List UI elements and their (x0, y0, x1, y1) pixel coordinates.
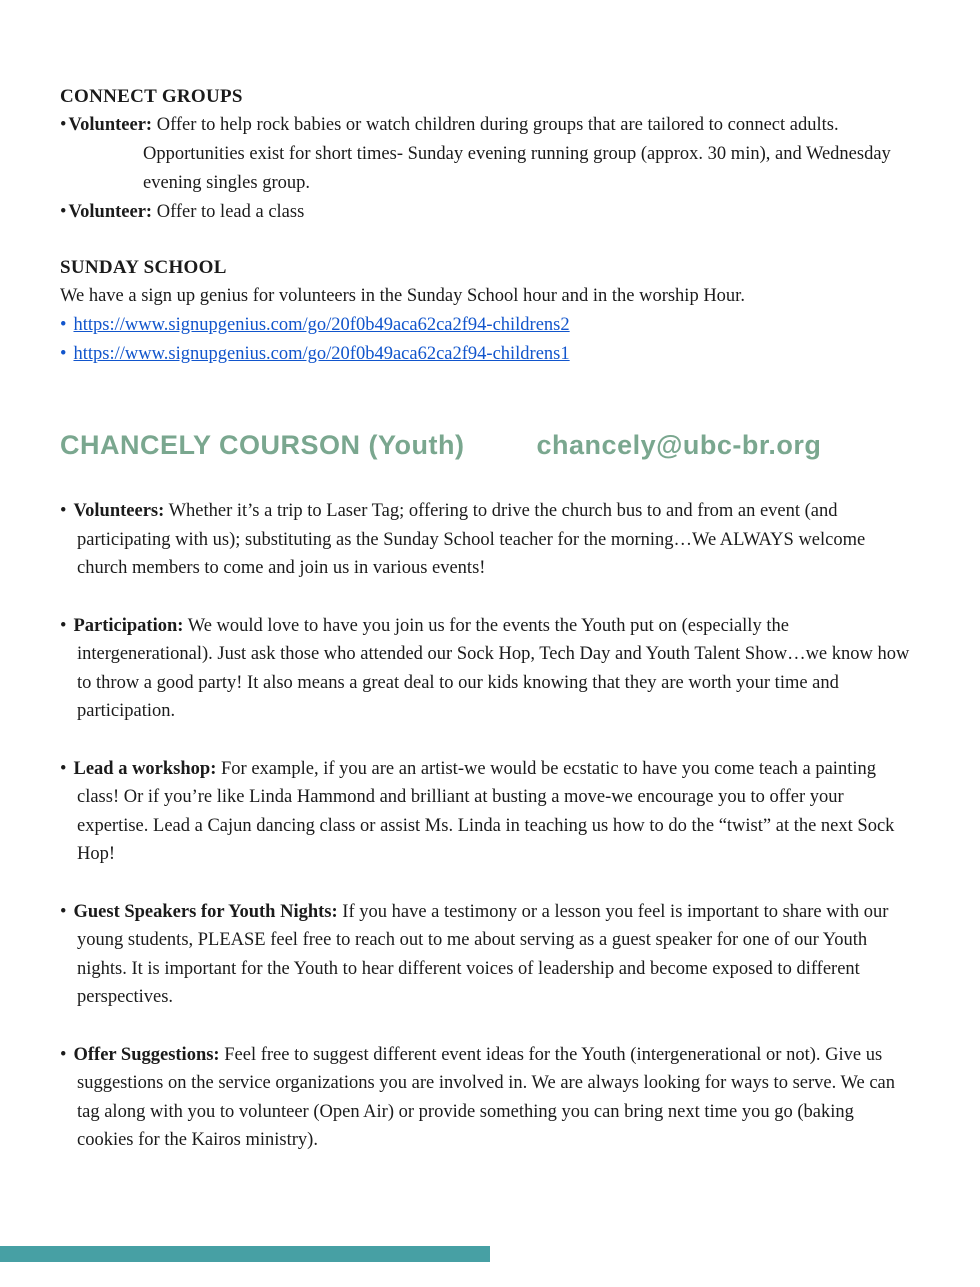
connect-groups-list (60, 111, 914, 227)
sunday-school-intro: We have a sign up genius for volunteers in the Sunday School hour and in the worship Hour. (60, 286, 745, 306)
bullet-label: Volunteer: (68, 202, 153, 222)
youth-bullet (60, 1041, 914, 1155)
bullet-marker: • (60, 1044, 67, 1065)
youth-bullet (60, 612, 914, 726)
bullet-marker: • (60, 758, 67, 779)
bullet-label: Volunteers: (73, 501, 165, 521)
bullet-text: We would love to have you join us for the events the Youth put on (especially the intergenerational). Just ask those who attended our Sock Hop, Tech Day and Youth Talent Show…we know how to throw a good party! It also means a great deal to our kids knowing that they are worth your time and participation. (77, 615, 910, 721)
youth-bullet (60, 497, 914, 583)
bullet-marker: • (60, 344, 67, 364)
youth-bullet (60, 755, 914, 869)
connect-groups-heading: CONNECT GROUPS (60, 86, 243, 107)
bullet-text: Whether it’s a trip to Laser Tag; offering to drive the church bus to and from an event (and participating with us); substituting as the Sunday School teacher for the morning…We ALWAYS welcome church members to come and join us in various events! (77, 501, 866, 578)
bullet-text: If you have a testimony or a lesson you feel is important to share with our young students, PLEASE feel free to reach out to me about serving as a guest speaker for one of our Youth nights. It is important for the Youth to hear different voices of leadership and become exposed to different perspectives. (77, 901, 889, 1007)
youth-bullet-list (60, 497, 914, 1155)
signup-genius-link[interactable]: https://www.signupgenius.com/go/20f0b49aca62ca2f94-childrens2 (73, 315, 570, 335)
youth-bullet (60, 898, 914, 1012)
bullet-label: Participation: (73, 615, 184, 636)
bullet-marker: • (60, 115, 67, 135)
signup-link-item (60, 311, 914, 340)
bullet-text: Offer to lead a class (152, 202, 305, 222)
sunday-school-heading: SUNDAY SCHOOL (60, 257, 227, 278)
bullet-label: Guest Speakers for Youth Nights: (73, 901, 338, 922)
bullet-marker: • (60, 501, 67, 521)
bullet-label: Lead a workshop: (73, 758, 217, 779)
youth-leader-name: CHANCELY COURSON (Youth) (60, 430, 465, 460)
bullet-text: Feel free to suggest different event ideas for the Youth (intergenerational or not). Give us suggestions on the service organizations you are involved in. We are always looking for ways to serve. We can tag along with you to volunteer (Open Air) or provide something you can bring next time you go (baking cookies for the Kairos ministry). (77, 1044, 896, 1150)
footer-accent-bar (0, 1246, 490, 1262)
bullet-marker: • (60, 202, 67, 222)
bullet-marker: • (60, 901, 67, 922)
signup-link-item (60, 340, 914, 369)
bullet-label: Volunteer: (68, 115, 153, 135)
signup-link-list (60, 311, 914, 369)
connect-groups-bullet (60, 198, 914, 227)
bullet-label: Offer Suggestions: (73, 1044, 220, 1065)
document-content (60, 82, 914, 1184)
bullet-marker: • (60, 615, 67, 636)
youth-section-heading (60, 427, 914, 463)
signup-genius-link[interactable]: https://www.signupgenius.com/go/20f0b49aca62ca2f94-childrens1 (73, 344, 570, 364)
connect-groups-bullet (60, 111, 914, 198)
bullet-text: Offer to help rock babies or watch children during groups that are tailored to connect adults. Opportunities exist for short times- Sunday evening running group (approx. 30 min), and Wednesday evening singles group. (143, 115, 891, 193)
bullet-text: For example, if you are an artist-we would be ecstatic to have you come teach a painting class! Or if you’re like Linda Hammond and brilliant at busting a move-we encourage you to offer your expertise. Lead a Cajun dancing class or assist Ms. Linda in teaching us how to do the “twist” at the next Sock Hop! (77, 758, 895, 864)
bullet-marker: • (60, 315, 67, 335)
youth-leader-email[interactable]: chancely@ubc-br.org (536, 430, 822, 460)
